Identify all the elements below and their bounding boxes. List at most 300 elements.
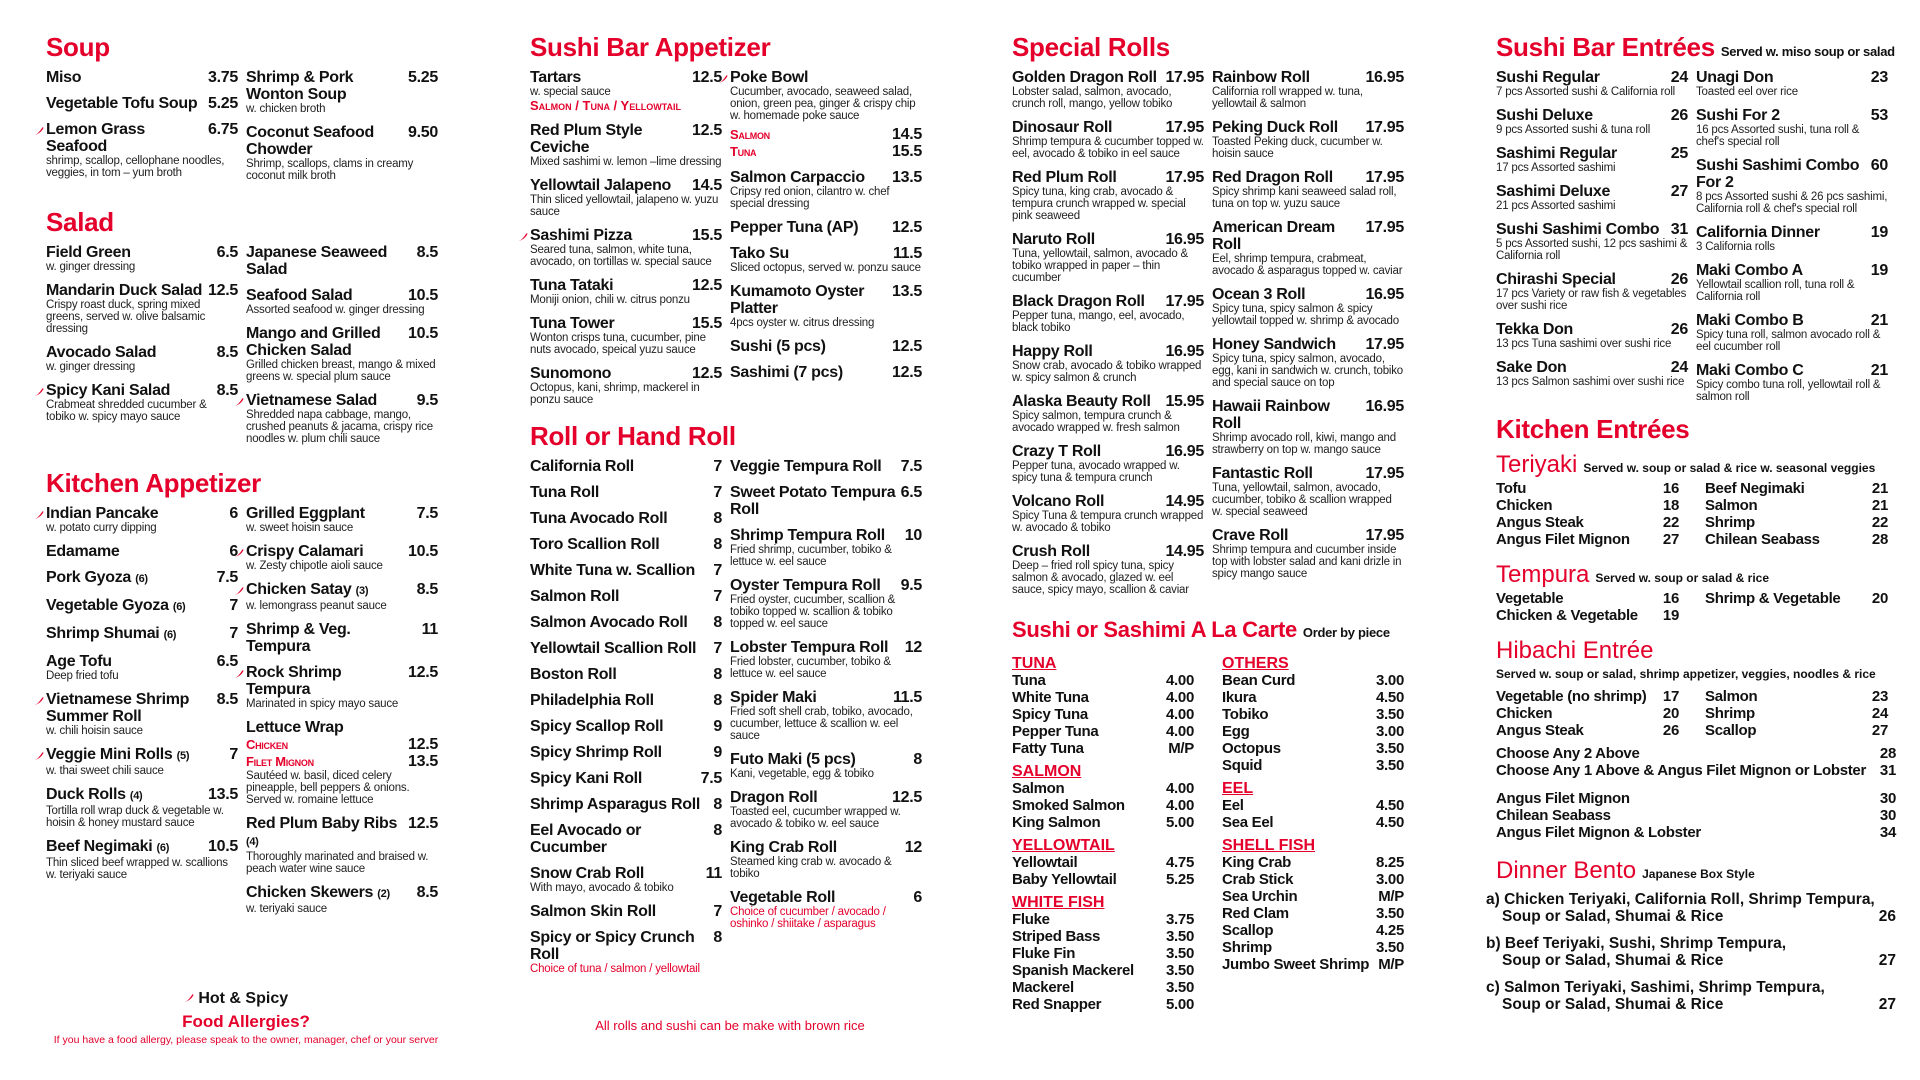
menu-item-peking-duck-roll	[1212, 119, 1404, 160]
item-price: 7.5	[216, 569, 238, 586]
bento-line-2	[1486, 996, 1896, 1013]
item-row	[530, 69, 722, 86]
item-description: w. Zesty chipotle aioli sauce	[246, 560, 383, 572]
item-name	[46, 382, 213, 399]
item-price: 16.95	[1165, 443, 1204, 460]
soup-title: Soup	[46, 32, 110, 62]
item-row	[46, 746, 238, 765]
item-name: Scallop	[1222, 922, 1274, 939]
item-name-text: Crush Roll	[1012, 543, 1090, 560]
panel-special-rolls-alacarte	[1012, 28, 1412, 1068]
item-price: 10.5	[408, 287, 438, 304]
item-row	[530, 666, 722, 683]
item-name: Poke Bowl	[730, 69, 809, 86]
item-name: White Tuna	[1012, 689, 1089, 706]
menu-item-chilean-seabass	[1705, 532, 1888, 548]
item-price: 23	[1871, 688, 1888, 705]
item-name	[46, 786, 204, 805]
item-name	[730, 577, 897, 594]
item-price: 19	[1870, 224, 1888, 241]
item-name-text: Pepper Tuna (AP)	[730, 219, 859, 236]
item-name-text: King Crab Roll	[730, 839, 837, 856]
item-count: (4)	[129, 790, 143, 802]
teriyaki-title-text: Teriyaki	[1496, 451, 1578, 478]
menu-item-shrimp-asparagus-roll	[530, 796, 722, 813]
bento-item	[1486, 891, 1896, 925]
menu-item-crush-roll	[1012, 543, 1204, 596]
item-count: (6)	[135, 573, 148, 585]
menu-item-sushi-regular	[1496, 69, 1688, 98]
menu-item-red-plum-roll	[1012, 169, 1204, 222]
hibachi-extras	[1496, 791, 1896, 841]
item-price: 3.75	[1166, 911, 1194, 928]
item-name	[46, 244, 213, 261]
item-price: 11	[421, 621, 438, 638]
alacarte-item-eel	[1222, 798, 1404, 814]
menu-item-dinosaur-roll	[1012, 119, 1204, 160]
item-description: 17 pcs Variety or raw fish & vegetables over sushi rice	[1496, 288, 1687, 312]
menu-item-tekka-don	[1496, 321, 1688, 350]
item-price: 8	[713, 666, 722, 683]
menu-item-salmon	[1705, 498, 1888, 514]
item-description: Toasted eel, cucumber wrapped w. avocado & tobiko w. eel sauce	[730, 806, 901, 830]
item-price: 4.00	[1166, 780, 1194, 797]
menu-item-pepper-tuna-ap	[730, 219, 922, 236]
item-name: Jumbo Sweet Shrimp	[1222, 956, 1370, 973]
item-name-text: Tako Su	[730, 245, 789, 262]
item-name: Shrimp & Vegetable	[1705, 590, 1841, 607]
item-price: 19	[1662, 607, 1679, 624]
item-name	[1496, 145, 1667, 162]
item-price: 5.00	[1166, 814, 1194, 831]
menu-item-black-dragon-roll	[1012, 293, 1204, 334]
menu-item-rainbow-roll	[1212, 69, 1404, 110]
item-name	[1212, 119, 1361, 136]
item-price: 7	[229, 625, 238, 642]
item-row	[46, 505, 238, 522]
item-price: 3.75	[208, 69, 238, 86]
menu-item-duck-rolls	[46, 786, 238, 829]
item-row	[530, 227, 722, 244]
item-name: Vegetable (no shrimp)	[1496, 688, 1647, 705]
item-name	[246, 505, 413, 522]
item-name: Crab Stick	[1222, 871, 1294, 888]
menu-item-maki-combo-a	[1696, 262, 1888, 303]
item-description: Spicy tuna, spicy salmon & spicy yellowtail topped w. shrimp & avocado	[1212, 303, 1399, 327]
item-name	[530, 365, 688, 382]
menu-item-scallop	[1705, 723, 1888, 739]
item-row	[246, 543, 438, 560]
item-price: 11.5	[892, 245, 922, 262]
item-description: Fried lobster, cucumber, tobiko & lettuce w. eel sauce	[730, 656, 891, 680]
item-row	[730, 169, 922, 186]
item-options: Salmon / Tuna / Yellowtail	[530, 98, 682, 113]
item-price: 20	[1662, 705, 1679, 722]
teriyaki-left-column	[1496, 481, 1705, 549]
item-name	[530, 458, 709, 475]
item-name	[46, 543, 225, 560]
item-price: 8.5	[416, 244, 438, 261]
item-row	[1212, 219, 1404, 253]
item-price: 4.00	[1166, 689, 1194, 706]
item-price: 11	[705, 865, 722, 882]
tempura-left-column	[1496, 591, 1705, 625]
menu-item-tuna-roll	[530, 484, 722, 501]
item-price: 8	[713, 822, 722, 839]
menu-item-beef-negimaki	[1705, 481, 1888, 497]
alacarte-item-crab-stick	[1222, 872, 1404, 888]
item-description: Lobster salad, salmon, avocado, crunch roll, mango, yellow tobiko	[1012, 86, 1173, 110]
special-rolls-title: Special Rolls	[1012, 32, 1170, 62]
item-description: Shrimp tempura & cucumber topped w. eel, avocado & tobiko in eel sauce	[1012, 136, 1204, 160]
item-name-text: American Dream Roll	[1212, 219, 1335, 253]
item-name	[246, 664, 404, 698]
item-price: 3.50	[1166, 945, 1194, 962]
item-row	[730, 458, 922, 475]
item-name-text: Oyster Tempura Roll	[730, 577, 881, 594]
item-description: 9 pcs Assorted sushi & tuna roll	[1496, 124, 1651, 136]
item-price: 17.95	[1365, 219, 1404, 236]
item-row	[1496, 107, 1688, 124]
item-description: w. ginger dressing	[46, 361, 136, 373]
menu-item-kumamoto-oyster-platter	[730, 283, 922, 329]
menu-item-chicken-vegetable	[1496, 608, 1679, 624]
item-name: Red Clam	[1222, 905, 1289, 922]
item-price: 10	[904, 527, 922, 544]
menu-item-happy-roll	[1012, 343, 1204, 384]
item-price: 16.95	[1365, 398, 1404, 415]
menu-item-yellowtail-scallion-roll	[530, 640, 722, 657]
item-name-text: Spicy Kani Salad	[46, 382, 171, 399]
item-price: M/P	[1168, 740, 1194, 757]
item-price: 3.50	[1376, 740, 1404, 757]
menu-item-california-roll	[530, 458, 722, 475]
item-count: (6)	[156, 842, 170, 854]
item-row	[730, 751, 922, 768]
item-description: Seared tuna, salmon, white tuna, avocado, on tortillas w. special sauce	[530, 244, 712, 268]
chili-pepper-icon	[184, 990, 194, 1000]
item-row	[730, 639, 922, 656]
item-name	[530, 666, 709, 683]
menu-item-sashimi-deluxe	[1496, 183, 1688, 212]
item-price: 8.5	[416, 581, 438, 598]
item-name: Fluke	[1012, 911, 1050, 928]
item-row	[46, 653, 238, 670]
item-row	[530, 484, 722, 501]
item-name: Bean Curd	[1222, 672, 1296, 689]
menu-item-sushi-deluxe	[1496, 107, 1688, 136]
item-name-text: Sashimi Pizza	[530, 227, 632, 244]
item-name	[1012, 493, 1161, 510]
menu-item-rock-shrimp-tempura	[246, 664, 438, 710]
item-name	[1212, 169, 1361, 186]
item-description: Spicy salmon, tempura crunch & avocado wrapped w. fresh salmon	[1012, 410, 1180, 434]
salad-left-column	[46, 244, 246, 454]
item-name: Shrimp	[1705, 705, 1755, 722]
item-name	[46, 95, 204, 112]
item-name-text: Red Plum Style Ceviche	[530, 122, 643, 156]
item-name	[46, 691, 213, 725]
kitchen-appetizer-title: Kitchen Appetizer	[46, 468, 261, 498]
item-description: Tuna, yellowtail, salmon, avocado, cucumber, tobiko & scallion wrapped w. special seaweed	[1212, 482, 1392, 518]
item-row	[1696, 362, 1888, 379]
item-name: Tuna	[1012, 672, 1046, 689]
item-price: 6	[229, 505, 238, 522]
menu-item-pork-gyoza	[46, 569, 238, 588]
menu-item-tako-su	[730, 245, 922, 274]
item-price: 18	[1662, 497, 1679, 514]
alacarte-item-fatty-tuna	[1012, 741, 1194, 757]
item-row	[246, 69, 438, 103]
item-name-text: Yellowtail Scallion Roll	[530, 640, 697, 657]
item-price: 7	[713, 903, 722, 920]
item-name: Vegetable	[1496, 590, 1564, 607]
item-row	[730, 219, 922, 236]
item-name-text: Toro Scallion Roll	[530, 536, 660, 553]
item-name-text: Sashimi (7 pcs)	[730, 364, 843, 381]
item-price: 19	[1870, 262, 1888, 279]
item-row	[530, 692, 722, 709]
item-price: 7	[713, 484, 722, 501]
item-row	[730, 245, 922, 262]
alacarte-group-shell-fish: SHELL FISH	[1222, 837, 1316, 854]
item-price: 17.95	[1365, 527, 1404, 544]
alacarte-item-shrimp	[1222, 940, 1404, 956]
menu-item-poke-bowl	[730, 69, 922, 160]
item-row	[530, 122, 722, 156]
item-row	[730, 527, 922, 544]
menu-item-vegetable	[1496, 591, 1679, 607]
item-name-text: Field Green	[46, 244, 131, 261]
menu-item-sweet-potato-tempura-roll	[730, 484, 922, 518]
menu-item-tuna-avocado-roll	[530, 510, 722, 527]
item-name	[1212, 336, 1361, 353]
item-name-text: Avocado Salad	[46, 344, 157, 361]
item-price: 12	[904, 839, 922, 856]
item-price: 60	[1870, 157, 1888, 174]
item-price: 12.5	[692, 277, 722, 294]
item-name-text: Yellowtail Jalapeno	[530, 177, 672, 194]
item-price: 17.95	[1365, 169, 1404, 186]
item-name-text: Golden Dragon Roll	[1012, 69, 1157, 86]
menu-item-choose-any-2-above	[1496, 746, 1896, 762]
item-name	[730, 689, 889, 706]
item-name-text: Kumamoto Oyster Platter	[730, 283, 865, 317]
item-row	[1212, 398, 1404, 432]
item-price: 7	[713, 458, 722, 475]
item-name: Sea Urchin	[1222, 888, 1298, 905]
item-name	[1496, 69, 1667, 86]
item-row	[46, 691, 238, 725]
item-name	[530, 69, 688, 86]
item-description: Pepper tuna, avocado wrapped w. spicy tuna & tempura crunch	[1012, 460, 1180, 484]
item-name: Angus Filet Mignon & Lobster	[1496, 824, 1701, 841]
item-description: 8 pcs Assorted sushi & 26 pcs sashimi, California roll & chef's special roll	[1696, 191, 1888, 215]
bento-description: b) Beef Teriyaki, Sushi, Shrimp Tempura,	[1486, 935, 1787, 952]
menu-item-seafood-salad	[246, 287, 438, 316]
item-name: Angus Steak	[1496, 722, 1584, 739]
item-name-text: Vietnamese Shrimp Summer Roll	[46, 691, 190, 725]
item-row	[1696, 157, 1888, 191]
item-name: Salmon	[1012, 780, 1065, 797]
item-price: 7	[229, 746, 238, 763]
item-row	[1212, 169, 1404, 186]
item-description: Spicy Tuna & tempura crunch wrapped w. avocado & tobiko	[1012, 510, 1204, 534]
item-name	[530, 562, 709, 579]
menu-item-eel-avocado-or-cucumber	[530, 822, 722, 856]
item-row	[1696, 224, 1888, 241]
item-row	[530, 562, 722, 579]
menu-item-vegetable-tofu-soup	[46, 95, 238, 112]
item-description: w. potato curry dipping	[46, 522, 157, 534]
hibachi-combos	[1496, 746, 1896, 779]
item-name	[730, 751, 909, 768]
item-name-text: Spicy or Spicy Crunch Roll	[530, 929, 695, 963]
item-name	[1212, 398, 1361, 432]
hibachi-title: Hibachi Entrée	[1496, 637, 1654, 664]
item-name	[246, 581, 413, 600]
item-description: Choice of cucumber / avocado / oshinko / shiitake / asparagus	[730, 906, 886, 930]
item-name	[46, 505, 225, 522]
alacarte-title-text: Sushi or Sashimi A La Carte	[1012, 617, 1297, 642]
item-description: Thin sliced yellowtail, jalapeno w. yuzu sauce	[530, 194, 719, 218]
hibachi-subtitle: Served w. soup or salad, shrimp appetizer, veggies, noodles & rice	[1496, 667, 1876, 681]
item-price: 11.5	[892, 689, 922, 706]
item-name	[246, 815, 404, 851]
item-name-text: Vegetable Roll	[730, 889, 836, 906]
item-row	[730, 484, 922, 518]
item-row	[46, 543, 238, 560]
item-name: Chicken	[1496, 497, 1553, 514]
tempura-right-column	[1705, 591, 1896, 625]
menu-item-crazy-t-roll	[1012, 443, 1204, 484]
item-price: 28	[1879, 745, 1896, 762]
item-price: 12.5	[692, 365, 722, 382]
bento-item	[1486, 935, 1896, 969]
item-price: 3.50	[1166, 979, 1194, 996]
menu-item-vietnamese-salad	[246, 392, 438, 445]
alacarte-item-striped-bass	[1012, 929, 1194, 945]
item-name	[530, 614, 709, 631]
item-name	[246, 124, 404, 158]
item-description: Moniji onion, chili w. citrus ponzu	[530, 294, 690, 306]
item-price: 12.5	[208, 282, 238, 299]
item-price: 16	[1662, 480, 1679, 497]
item-name-text: Spider Maki	[730, 689, 817, 706]
item-price: 17.95	[1365, 465, 1404, 482]
option-salmon: Salmon	[730, 127, 770, 142]
alacarte-subtitle: Order by piece	[1302, 625, 1390, 640]
item-name-text: Shrimp Tempura Roll	[730, 527, 885, 544]
item-price: 3.50	[1376, 939, 1404, 956]
item-row	[1012, 543, 1204, 560]
item-name: Pepper Tuna	[1012, 723, 1099, 740]
item-row	[730, 689, 922, 706]
menu-item-snow-crab-roll	[530, 865, 722, 894]
item-price: 4.00	[1166, 723, 1194, 740]
item-description: Deep – fried roll spicy tuna, spicy salmon & avocado, glazed w. eel sauce, spicy mayo, scallion & caviar	[1012, 560, 1189, 596]
alacarte-group-yellowtail: YELLOWTAIL	[1012, 837, 1115, 854]
item-price: 8	[713, 929, 722, 946]
menu-item-shrimp-tempura-roll	[730, 527, 922, 568]
item-price: 21	[1870, 312, 1888, 329]
item-description: w. thai sweet chili sauce	[46, 765, 164, 777]
item-price: 27	[1878, 996, 1896, 1013]
item-name: Egg	[1222, 723, 1250, 740]
menu-item-mandarin-duck-salad	[46, 282, 238, 335]
item-name: Salmon	[1705, 497, 1758, 514]
alacarte-item-squid	[1222, 758, 1404, 774]
alacarte-item-mackerel	[1012, 980, 1194, 996]
item-name	[1496, 271, 1667, 288]
item-name-text: Shrimp & Veg. Tempura	[246, 621, 351, 655]
item-row	[46, 569, 238, 588]
item-row	[1696, 312, 1888, 329]
item-name: Scallop	[1705, 722, 1757, 739]
menu-item-beef-negimaki	[46, 838, 238, 881]
item-name: Chilean Seabass	[1705, 531, 1820, 548]
item-name: Spanish Mackerel	[1012, 962, 1134, 979]
item-row	[46, 282, 238, 299]
item-name: Sea Eel	[1222, 814, 1274, 831]
item-description: Spicy combo tuna roll, yellowtail roll & salmon roll	[1696, 379, 1881, 403]
item-description: Yellowtail scallion roll, tuna roll & California roll	[1696, 279, 1855, 303]
hot-spicy-legend: Hot & Spicy	[198, 990, 289, 1007]
item-name-text: Unagi Don	[1696, 69, 1774, 86]
item-name	[530, 510, 709, 527]
item-price: 15.5	[692, 227, 722, 244]
chili-pepper-icon	[234, 583, 244, 593]
item-description: w. lemongrass peanut sauce	[246, 600, 387, 612]
item-price: 16.95	[1165, 231, 1204, 248]
item-name: Baby Yellowtail	[1012, 871, 1117, 888]
alacarte-item-pepper-tuna	[1012, 724, 1194, 740]
menu-item-spider-maki	[730, 689, 922, 742]
item-name: King Crab	[1222, 854, 1291, 871]
menu-item-chirashi-special	[1496, 271, 1688, 312]
menu-item-red-plum-style-ceviche	[530, 122, 722, 168]
menu-item-fantastic-roll	[1212, 465, 1404, 518]
item-name-text: Mandarin Duck Salad	[46, 282, 203, 299]
item-row	[730, 839, 922, 856]
item-price: 4.00	[1166, 672, 1194, 689]
item-row	[730, 283, 922, 317]
alacarte-right-column	[1222, 649, 1412, 1014]
item-price: 4.50	[1376, 797, 1404, 814]
item-row	[246, 621, 438, 655]
kitchen-appetizer-left-column	[46, 505, 246, 924]
item-price: 31	[1670, 221, 1688, 238]
item-name	[246, 621, 418, 655]
sushi-appetizer-right-list	[730, 169, 922, 381]
item-description: Spicy tuna roll, salmon avocado roll & eel cucumber roll	[1696, 329, 1881, 353]
alacarte-item-red-snapper	[1012, 997, 1194, 1013]
item-name: Chicken	[1496, 705, 1553, 722]
item-name: Angus Filet Mignon	[1496, 531, 1630, 548]
item-row	[46, 121, 238, 155]
menu-item-miso	[46, 69, 238, 86]
item-description: Spicy tuna, king crab, avocado & tempura crunch wrapped w. special pink seaweed	[1012, 186, 1186, 222]
menu-item-veggie-mini-rolls	[46, 746, 238, 777]
item-row	[1012, 493, 1204, 510]
item-price: 15.5	[892, 143, 922, 160]
item-name-text: Happy Roll	[1012, 343, 1093, 360]
item-name-text: Sashimi Deluxe	[1496, 183, 1611, 200]
item-name	[530, 692, 709, 709]
item-description: 13 pcs Tuna sashimi over sushi rice	[1496, 338, 1672, 350]
item-description: With mayo, avocado & tobiko	[530, 882, 674, 894]
item-name-text: Naruto Roll	[1012, 231, 1095, 248]
